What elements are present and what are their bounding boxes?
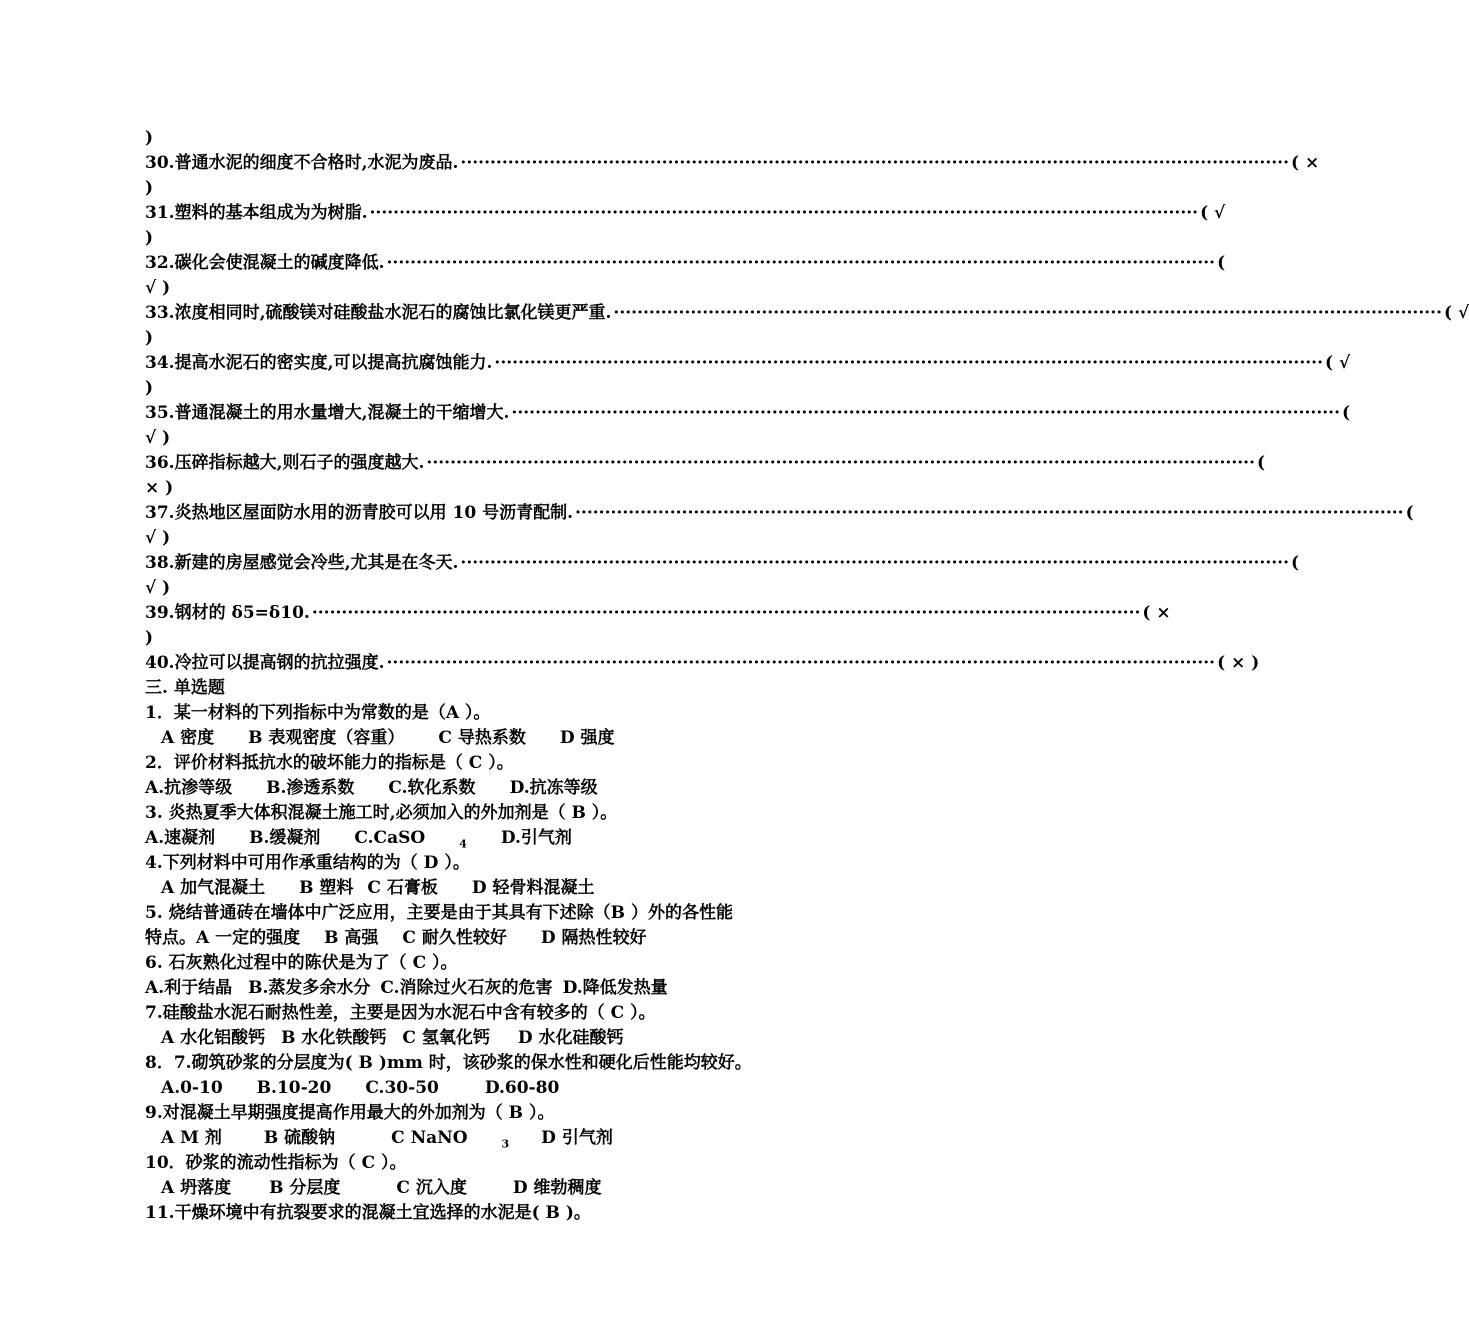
true-false-item xyxy=(145,201,1226,226)
question-5-prefix: 特点。 xyxy=(145,928,196,948)
option: C 氢氧化钙 xyxy=(402,1028,490,1048)
option: B.10-20 xyxy=(256,1078,332,1098)
question-6-options xyxy=(145,976,810,1001)
dot-leader: ············································································································································ xyxy=(511,403,1341,423)
answer-wrap: ) xyxy=(145,328,154,348)
option: C.30-50 xyxy=(365,1078,439,1098)
question-text: 31.塑料的基本组成为为树脂. xyxy=(145,203,368,223)
option: A 一定的强度 xyxy=(196,928,301,948)
answer-wrap: √ ) xyxy=(145,428,171,448)
question-1: 1．某一材料的下列指标中为常数的是（A ）。 xyxy=(145,703,491,723)
question-text: 40.冷拉可以提高钢的抗拉强度. xyxy=(145,653,385,673)
option: A 加气混凝土 xyxy=(161,878,266,898)
true-false-item xyxy=(145,251,1226,276)
subscript: 3 xyxy=(501,1137,510,1151)
option: D 水化硅酸钙 xyxy=(517,1028,624,1048)
option: D.60-80 xyxy=(484,1078,560,1098)
question-10: 10．砂浆的流动性指标为（ C ）。 xyxy=(145,1153,407,1173)
answer-mark: ( xyxy=(1405,503,1414,523)
option: D 隔热性较好 xyxy=(540,928,647,948)
answer-mark: ( × xyxy=(1142,603,1171,623)
answer-mark: ( √ xyxy=(1444,303,1469,323)
answer-mark: ( xyxy=(1257,453,1266,473)
question-text: 30.普通水泥的细度不合格时,水泥为废品. xyxy=(145,153,459,173)
option: A.速凝剂 xyxy=(145,828,216,848)
question-text: 37.炎热地区屋面防水用的沥青胶可以用 10 号沥青配制. xyxy=(145,503,573,523)
question-5-line-1: 5. 烧结普通砖在墙体中广泛应用，主要是由于其具有下述除（B ）外的各性能 xyxy=(145,903,733,923)
answer-wrap: √ ) xyxy=(145,528,171,548)
option: C NaNO $_3$ xyxy=(391,1128,510,1151)
question-text: 33.浓度相同时,硫酸镁对硅酸盐水泥石的腐蚀比氯化镁更严重. xyxy=(145,303,612,323)
answer-mark: ( xyxy=(1217,253,1226,273)
answer-close: ) xyxy=(145,128,154,148)
answer-mark: ( xyxy=(1342,403,1351,423)
option: C.消除过火石灰的危害 xyxy=(380,978,553,998)
document-content xyxy=(145,126,1469,1226)
dot-leader: ············································································································································ xyxy=(386,253,1216,273)
true-false-item xyxy=(145,501,1414,526)
option: B 表观密度（容重） xyxy=(248,728,405,748)
answer-wrap: ) xyxy=(145,228,154,248)
option: D.引气剂 xyxy=(500,828,572,848)
question-text: 34.提高水泥石的密实度,可以提高抗腐蚀能力. xyxy=(145,353,493,373)
question-text: 36.压碎指标越大,则石子的强度越大. xyxy=(145,453,425,473)
answer-wrap: √ ) xyxy=(145,278,171,298)
true-false-item xyxy=(145,551,1300,576)
option: A 密度 xyxy=(161,728,215,748)
question-7-options xyxy=(145,1026,810,1051)
question-6: 6. 石灰熟化过程中的陈伏是为了（ C ）。 xyxy=(145,953,458,973)
true-false-item xyxy=(145,151,1320,176)
question-5-line-2 xyxy=(145,926,810,951)
option: C 耐久性较好 xyxy=(402,928,507,948)
dot-leader: ············································································································································ xyxy=(613,303,1443,323)
dot-leader: ············································································································································ xyxy=(575,503,1404,523)
question-3: 3. 炎热夏季大体积混凝土施工时,必须加入的外加剂是（ B ）。 xyxy=(145,803,618,823)
question-text: 32.碳化会使混凝土的碱度降低. xyxy=(145,253,385,273)
answer-mark: ( xyxy=(1291,553,1300,573)
dot-leader: ············································································································································ xyxy=(460,153,1290,173)
answer-wrap: ) xyxy=(145,378,154,398)
option: B.缓凝剂 xyxy=(249,828,321,848)
answer-mark: ( × ) xyxy=(1217,653,1260,673)
question-text: 39.钢材的 δ5=δ10. xyxy=(145,603,310,623)
option: D.降低发热量 xyxy=(562,978,668,998)
question-text: 38.新建的房屋感觉会冷些,尤其是在冬天. xyxy=(145,553,459,573)
answer-wrap: √ ) xyxy=(145,578,171,598)
option: B 分层度 xyxy=(269,1178,341,1198)
option: C.CaSO $_4$ xyxy=(354,828,467,851)
question-8-options xyxy=(145,1076,810,1101)
dot-leader: ············································································································································ xyxy=(386,653,1216,673)
question-10-options xyxy=(145,1176,810,1201)
question-9-options xyxy=(145,1126,810,1151)
option: D 轻骨料混凝土 xyxy=(471,878,595,898)
answer-wrap: ) xyxy=(145,628,154,648)
answer-wrap: ) xyxy=(145,178,154,198)
true-false-item xyxy=(145,301,1469,326)
true-false-list xyxy=(145,151,1469,676)
question-3-options xyxy=(145,826,810,851)
option: A 坍落度 xyxy=(161,1178,232,1198)
answer-mark: ( √ xyxy=(1200,203,1226,223)
question-2: 2．评价材料抵抗水的破坏能力的指标是（ C ）。 xyxy=(145,753,514,773)
dot-leader: ············································································································································ xyxy=(426,453,1256,473)
true-false-item xyxy=(145,401,1351,426)
option: B.蒸发多余水分 xyxy=(248,978,371,998)
option: A M 剂 xyxy=(161,1128,222,1148)
option: D 维勃稠度 xyxy=(512,1178,602,1198)
option: B 硫酸钠 xyxy=(263,1128,336,1148)
option: D 强度 xyxy=(559,728,615,748)
option: C 导热系数 xyxy=(438,728,526,748)
option: D.抗冻等级 xyxy=(509,778,598,798)
option: C 石膏板 xyxy=(367,878,438,898)
answer-mark: ( √ xyxy=(1325,353,1351,373)
option: C.软化系数 xyxy=(388,778,476,798)
answer-wrap: × ) xyxy=(145,478,174,498)
option: A.抗渗等级 xyxy=(145,778,233,798)
option: A.0-10 xyxy=(161,1078,223,1098)
dot-leader: ············································································································································ xyxy=(369,203,1199,223)
option: B 塑料 xyxy=(299,878,354,898)
dot-leader: ············································································································································ xyxy=(460,553,1290,573)
question-text: 35.普通混凝土的用水量增大,混凝土的干缩增大. xyxy=(145,403,510,423)
dot-leader: ············································································································································ xyxy=(494,353,1324,373)
subscript: 4 xyxy=(459,837,467,851)
option: B 高强 xyxy=(324,928,379,948)
question-11: 11.干燥环境中有抗裂要求的混凝土宜选择的水泥是( B )。 xyxy=(145,1203,591,1223)
true-false-item xyxy=(145,651,1260,676)
dot-leader: ············································································································································ xyxy=(311,603,1141,623)
true-false-item xyxy=(145,451,1266,476)
option: B.渗透系数 xyxy=(266,778,355,798)
question-4-options xyxy=(145,876,810,901)
section-title: 三. 单选题 xyxy=(145,678,225,698)
option: C 沉入度 xyxy=(396,1178,467,1198)
question-4: 4.下列材料中可用作承重结构的为（ D ）。 xyxy=(145,853,470,873)
option: A.利于结晶 xyxy=(145,978,233,998)
answer-mark: ( × xyxy=(1291,153,1320,173)
question-9: 9.对混凝土早期强度提高作用最大的外加剂为（ B ）。 xyxy=(145,1103,555,1123)
question-1-options xyxy=(145,726,810,751)
question-8: 8．7.砌筑砂浆的分层度为( B )mm 时，该砂浆的保水性和硬化后性能均较好。 xyxy=(145,1053,752,1073)
question-7: 7.硅酸盐水泥石耐热性差，主要是因为水泥石中含有较多的（ C ）。 xyxy=(145,1003,656,1023)
option: A 水化铝酸钙 xyxy=(161,1028,266,1048)
true-false-item xyxy=(145,601,1171,626)
question-2-options xyxy=(145,776,810,801)
true-false-item xyxy=(145,351,1351,376)
option: B 水化铁酸钙 xyxy=(281,1028,387,1048)
option: D 引气剂 xyxy=(541,1128,613,1148)
